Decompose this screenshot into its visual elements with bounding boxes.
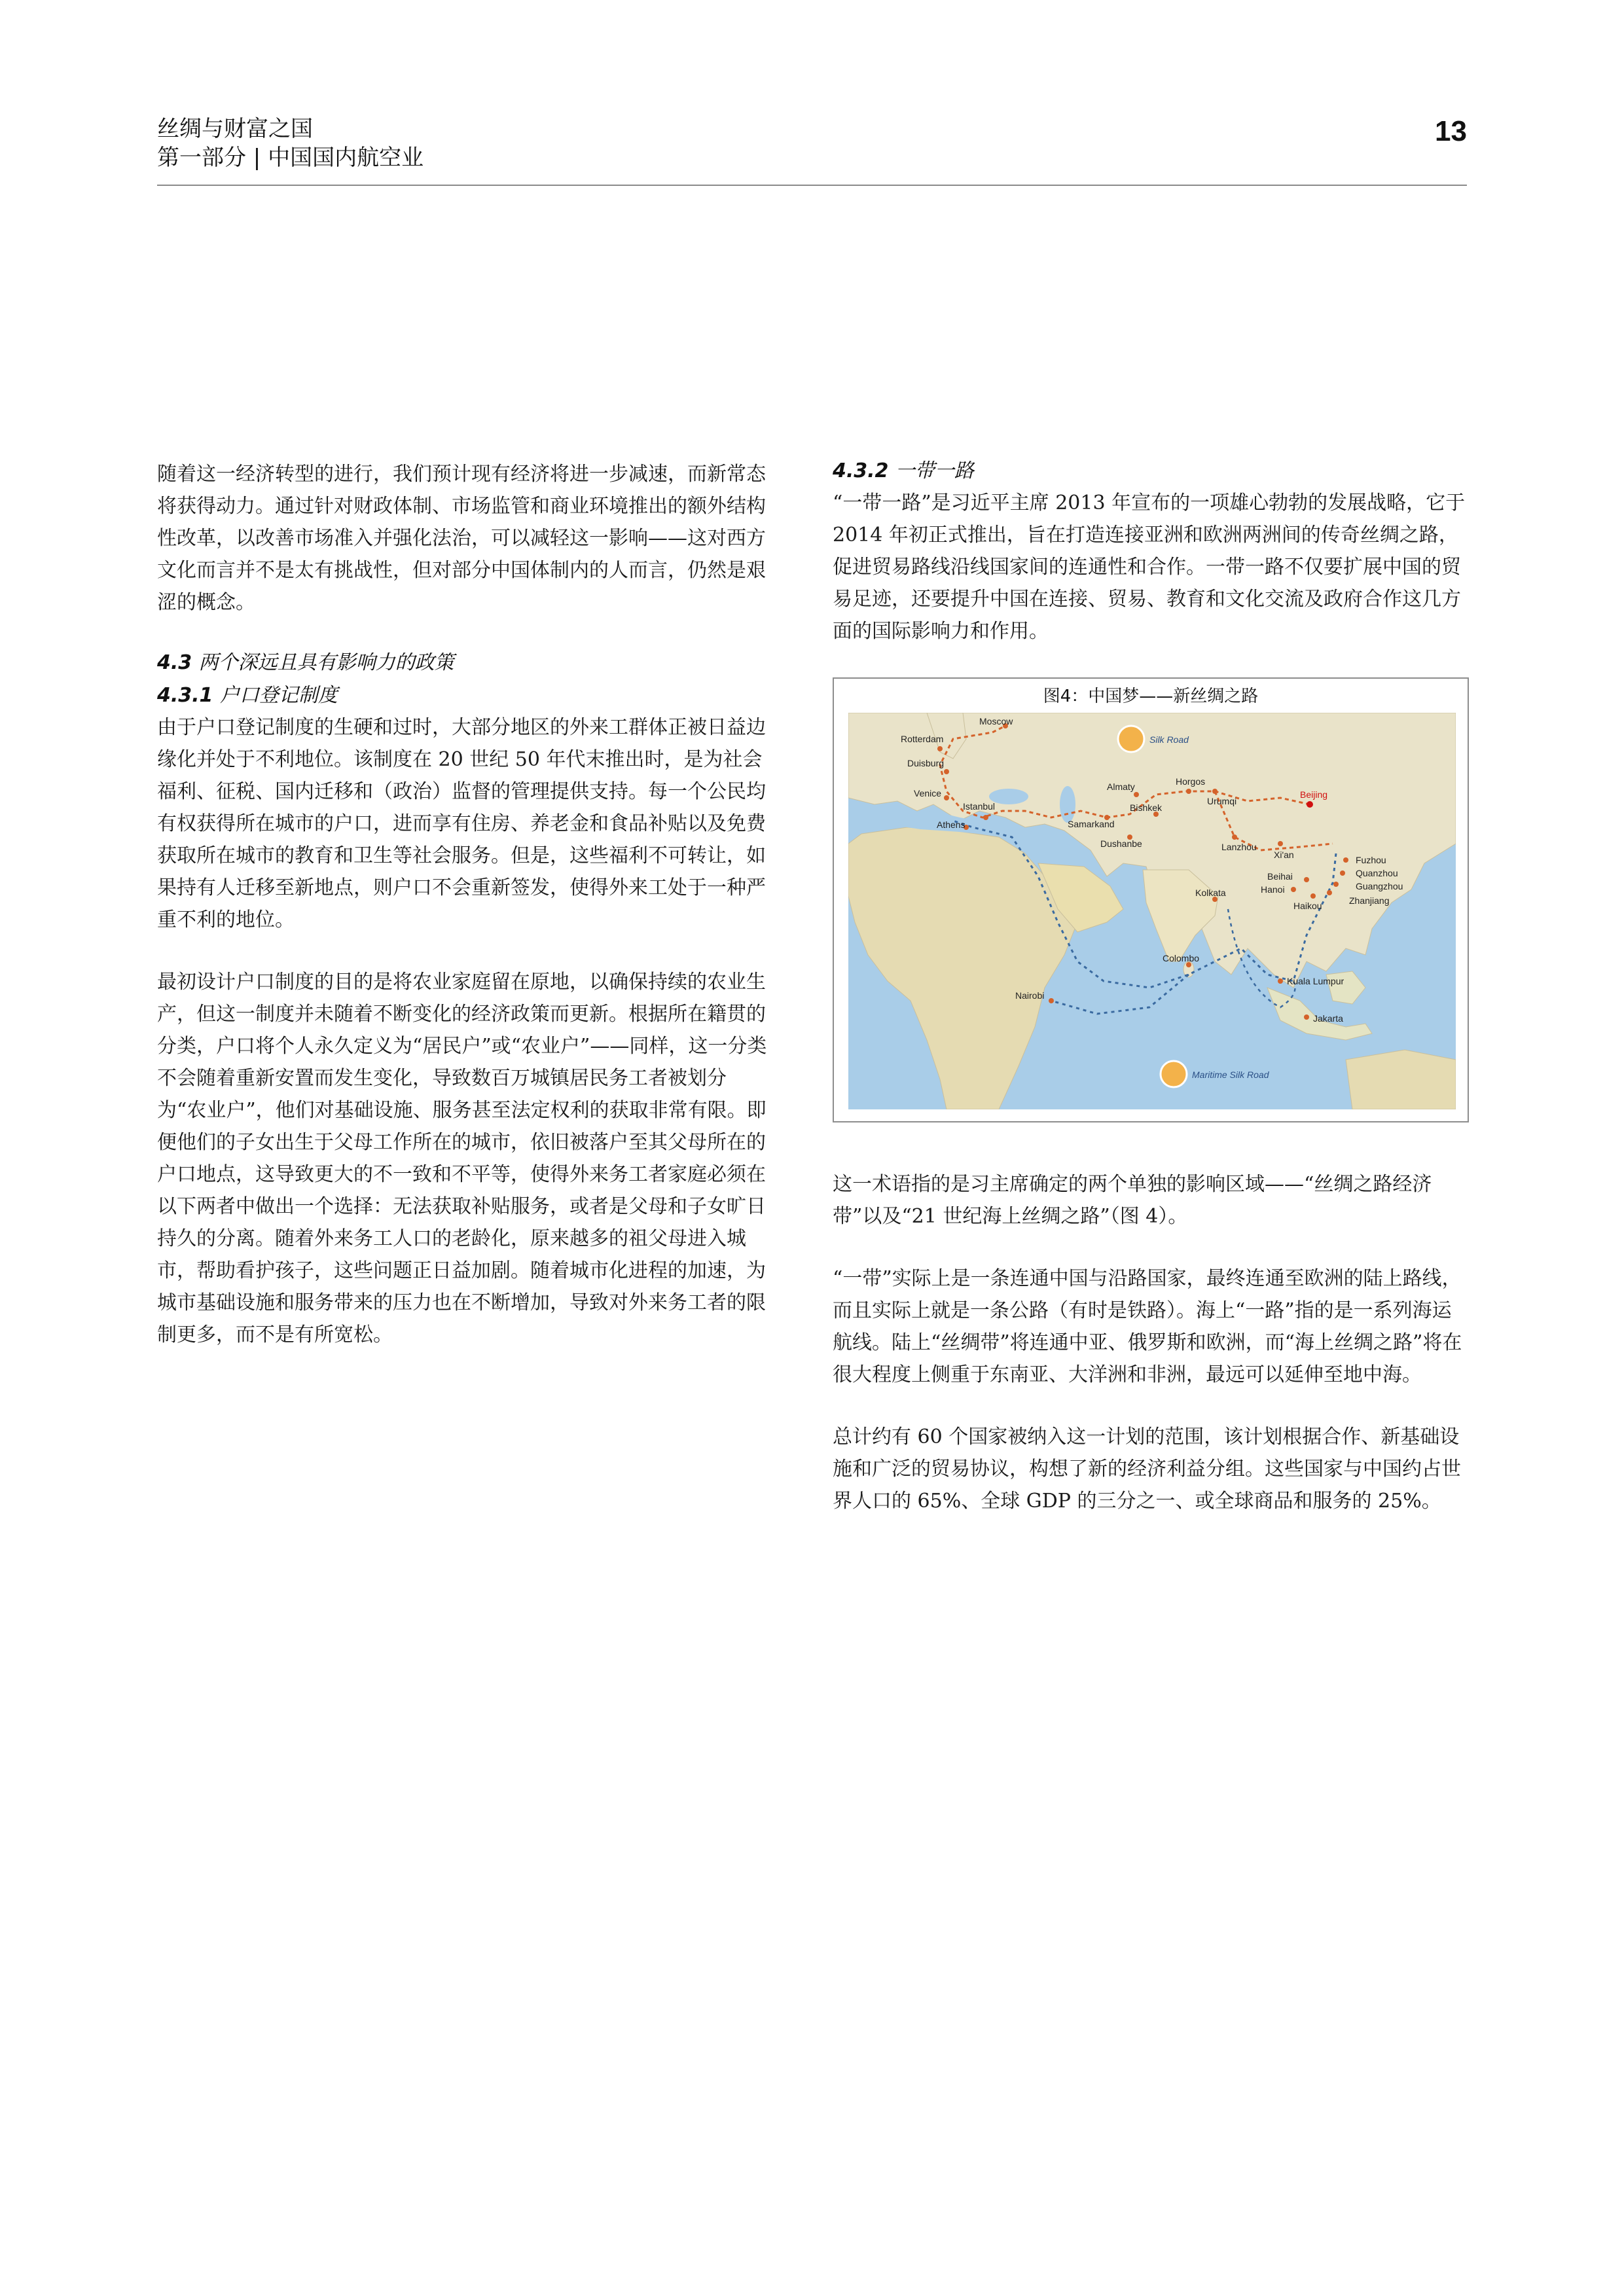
city-jakarta: Jakarta <box>1313 1013 1343 1024</box>
camel-icon <box>1118 726 1144 752</box>
capital-marker <box>1307 801 1313 808</box>
city-quanzhou: Quanzhou <box>1356 868 1398 878</box>
city-marker <box>1134 792 1139 797</box>
city-urumqi: Urumqi <box>1207 796 1237 806</box>
city-moscow: Moscow <box>979 716 1013 726</box>
caspian-sea <box>1060 786 1075 823</box>
city-almaty: Almaty <box>1107 781 1135 792</box>
city-marker <box>1291 887 1296 892</box>
city-marker <box>1212 789 1218 794</box>
header-divider <box>157 185 1467 186</box>
australia-landmass <box>1346 1050 1456 1109</box>
city-marker <box>983 815 988 820</box>
hukou-paragraph-1: 由于户口登记制度的生硬和过时，大部分地区的外来工群体正被日益边缘化并处于不利地位。该制度在 20 世纪 50 年代末推出时，是为社会福利、征税、国内迁移和（政治）监督的管理提供支持。每一个公民均有权获得所在城市的户口，进而享有住房、养老金和食品补贴以及免费获取所在城市的教育和卫生等社会服务。但是，这些福利不可转让，如果持有人迁移至新地点，则户口不会重新签发，使得外来工处于一种严重不利的地位。 <box>157 716 766 931</box>
city-marker <box>1343 857 1348 863</box>
belt-road-paragraph: “一带一路”是习近平主席 2013 年宣布的一项雄心勃勃的发展战略，它于 2014 年初正式推出，旨在打造连接亚洲和欧洲两洲间的传奇丝绸之路，促进贸易路线沿线国家间的连通性和合作。一带一路不仅要扩展中国的贸易足迹，还要提升中国在连接、贸易、教育和文化交流及政府合作这几方面的国际影响力和作用。 <box>833 492 1466 643</box>
intro-paragraph: 随着这一经济转型的进行，我们预计现有经济将进一步减速，而新常态将获得动力。通过针对财政体制、市场监管和商业环境推出的额外结构性改革，以改善市场准入并强化法治，可以减轻这一影响——这对西方文化而言并不是太有挑战性，但对部分中国体制内的人而言，仍然是艰涩的概念。 <box>157 463 766 614</box>
page-number: 13 <box>1435 115 1467 147</box>
city-marker <box>1310 893 1316 899</box>
city-horgos: Horgos <box>1176 776 1206 787</box>
city-hanoi: Hanoi <box>1261 884 1285 895</box>
city-colombo: Colombo <box>1163 953 1200 963</box>
ship-icon <box>1161 1061 1187 1087</box>
city-marker <box>1232 834 1237 840</box>
city-xian: Xi'an <box>1274 850 1294 860</box>
city-duisburg: Duisburg <box>907 758 945 768</box>
city-athens: Athens <box>937 819 965 830</box>
city-zhanjiang: Zhanjiang <box>1349 895 1390 906</box>
city-venice: Venice <box>914 788 942 798</box>
subsection-number: 4.3.2 <box>833 459 889 482</box>
term-definition-paragraph: 这一术语指的是习主席确定的两个单独的影响区域——“丝绸之路经济带”以及“21 世纪海上丝绸之路”（图 4）。 <box>833 1173 1432 1228</box>
city-lanzhou: Lanzhou <box>1221 842 1257 852</box>
subsection-title: 一带一路 <box>895 459 974 482</box>
city-marker <box>1340 870 1345 876</box>
city-marker <box>1327 890 1332 895</box>
section-heading <box>157 647 772 679</box>
document-title: 丝绸与财富之国 <box>157 116 313 142</box>
city-marker <box>944 769 949 774</box>
city-kuala-lumpur: Kuala Lumpur <box>1287 976 1344 986</box>
city-guangzhou: Guangzhou <box>1356 881 1403 891</box>
subsection-number: 4.3.1 <box>157 684 213 707</box>
figure-4 <box>833 677 1469 1122</box>
legend-land-label: Silk Road <box>1149 734 1189 745</box>
city-marker <box>1333 882 1339 887</box>
subsection-title: 户口登记制度 <box>219 684 338 707</box>
scope-paragraph: 总计约有 60 个国家被纳入这一计划的范围，该计划根据合作、新基础设施和广泛的贸易协议，构想了新的经济利益分组。这些国家与中国约占世界人口的 65%、全球 GDP 的三分之一、或全球商品和服务的 25%。 <box>833 1426 1461 1513</box>
city-beijing: Beijing <box>1300 789 1328 800</box>
section-number: 4.3 <box>157 651 192 674</box>
right-column <box>833 458 1469 1547</box>
city-haikou: Haikou <box>1293 901 1322 911</box>
city-bishkek: Bishkek <box>1130 802 1163 813</box>
document-section: 第一部分 | 中国国内航空业 <box>157 145 424 171</box>
city-nairobi: Nairobi <box>1015 990 1045 1001</box>
city-fuzhou: Fuzhou <box>1356 855 1386 865</box>
silk-road-map <box>848 713 1456 1109</box>
city-marker <box>944 795 949 800</box>
city-marker <box>1304 877 1309 882</box>
belt-description-paragraph: “一带”实际上是一条连通中国与沿路国家，最终连通至欧洲的陆上路线，而且实际上就是一条公路（有时是铁路）。海上“一路”指的是一系列海运航线。陆上“丝绸带”将连通中亚、俄罗斯和欧洲，而“海上丝绸之路”将在很大程度上侧重于东南亚、大洋洲和非洲，最远可以延伸至地中海。 <box>833 1267 1462 1386</box>
city-marker <box>1304 1014 1309 1020</box>
legend-sea-label: Maritime Silk Road <box>1192 1069 1269 1080</box>
city-marker <box>1278 841 1283 846</box>
subsection-heading-hukou <box>157 680 772 711</box>
city-rotterdam: Rotterdam <box>901 734 944 744</box>
figure-caption: 图4：中国梦——新丝绸之路 <box>1043 687 1259 706</box>
city-marker <box>937 746 943 751</box>
city-kolkata: Kolkata <box>1195 888 1226 898</box>
left-column <box>157 458 772 1381</box>
city-marker <box>1278 978 1283 984</box>
city-marker <box>1186 789 1191 794</box>
city-dushanbe: Dushanbe <box>1100 838 1142 849</box>
city-istanbul: Istanbul <box>963 801 996 812</box>
city-beihai: Beihai <box>1267 871 1293 882</box>
subsection-heading-belt-road <box>833 456 1469 487</box>
city-samarkand: Samarkand <box>1068 819 1115 829</box>
section-title: 两个深远且具有影响力的政策 <box>198 651 454 674</box>
city-marker <box>1049 998 1054 1003</box>
hukou-paragraph-2: 最初设计户口制度的目的是将农业家庭留在原地，以确保持续的农业生产，但这一制度并未随着不断变化的经济政策而更新。根据所在籍贯的分类，户口将个人永久定义为“居民户”或“农业户”——同样，这一分类不会随着重新安置而发生变化，导致数百万城镇居民务工者被划分为“农业户”，他们对基础设施、服务甚至法定权利的获取非常有限。即便他们的子女出生于父母工作所在的城市，依旧被落户至其父母所在的户口地点，这导致更大的不一致和不平等，使得外来务工者家庭必须在以下两者中做出一个选择：无法获取补贴服务，或者是父母和子女旷日持久的分离。随着外来务工人口的老龄化，原来越多的祖父母进入城市，帮助看护孩子，这些问题正日益加剧。随着城市化进程的加速，为城市基础设施和服务带来的压力也在不断增加，导致对外来务工者的限制更多，而不是有所宽松。 <box>157 971 767 1346</box>
